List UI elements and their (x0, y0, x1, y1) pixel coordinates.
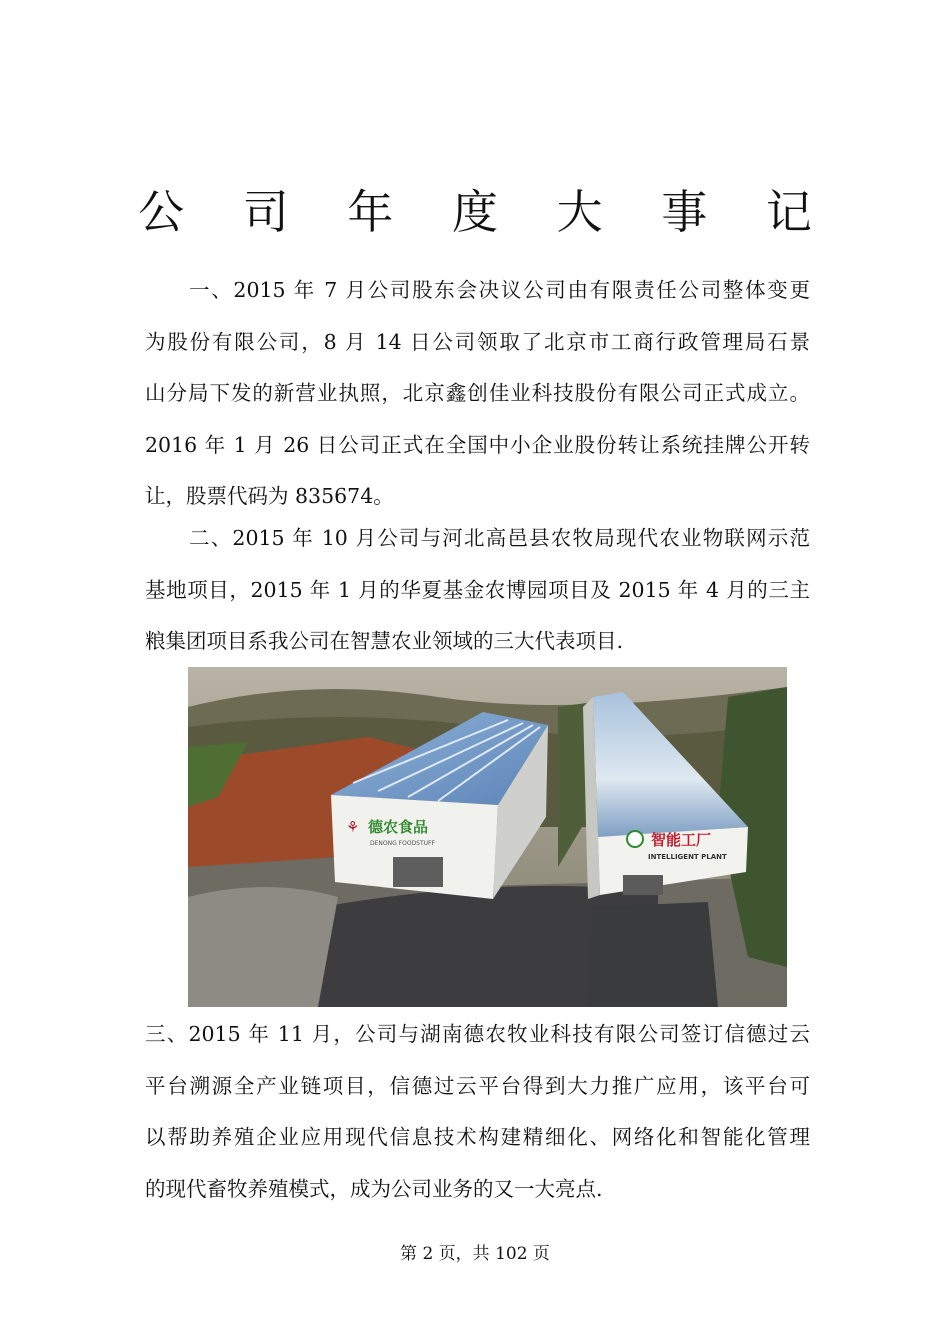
paragraph-3 (145, 1009, 810, 1215)
page-footer: 第 2 页，共 102 页 (400, 1244, 550, 1264)
right-building-subsign: INTELLIGENT PLANT (648, 853, 727, 861)
paragraph-line: 基地项目，2015 年 1 月的华夏基金农博园项目及 2015 年 4 月的三主 (145, 577, 810, 602)
page-title: 公 司 年 度 大 事 记 (138, 185, 834, 239)
paragraph-line: 为股份有限公司，8 月 14 日公司领取了北京市工商行政管理局石景 (145, 329, 810, 354)
paragraph-line: 2016 年 1 月 26 日公司正式在全国中小企业股份转让系统挂牌公开转 (145, 432, 810, 457)
left-building-sign: 德农食品 (368, 818, 429, 836)
paragraph-1 (145, 265, 810, 523)
paragraph-line: 三、2015 年 11 月，公司与湖南德农牧业科技有限公司签订信德过云 (145, 1022, 810, 1046)
left-building-subsign: DENONG FOODSTUFF (370, 840, 435, 847)
paragraph-line: 让，股票代码为 835674。 (145, 484, 394, 508)
paragraph-line: 平台溯源全产业链项目，信德过云平台得到大力推广应用，该平台可 (145, 1073, 810, 1098)
factory-aerial-photo (188, 667, 787, 1007)
paragraph-2 (145, 513, 810, 668)
right-sign-logo-icon (627, 831, 643, 847)
right-building-sign: 智能工厂 (651, 831, 712, 849)
paragraph-line: 山分局下发的新营业执照，北京鑫创佳业科技股份有限公司正式成立。 (145, 381, 810, 405)
paragraph-line: 二、2015 年 10 月公司与河北高邑县农牧局现代农业物联网示范 (189, 526, 810, 550)
paragraph-line: 的现代畜牧养殖模式，成为公司业务的又一大亮点. (145, 1176, 603, 1201)
paragraph-line: 一、2015 年 7 月公司股东会决议公司由有限责任公司整体变更 (189, 278, 810, 302)
paragraph-line: 粮集团项目系我公司在智慧农业领域的三大代表项目. (145, 629, 624, 653)
left-sign-logo-icon: ⚘ (346, 818, 360, 836)
paragraph-line: 以帮助养殖企业应用现代信息技术构建精细化、网络化和智能化管理 (145, 1125, 810, 1149)
